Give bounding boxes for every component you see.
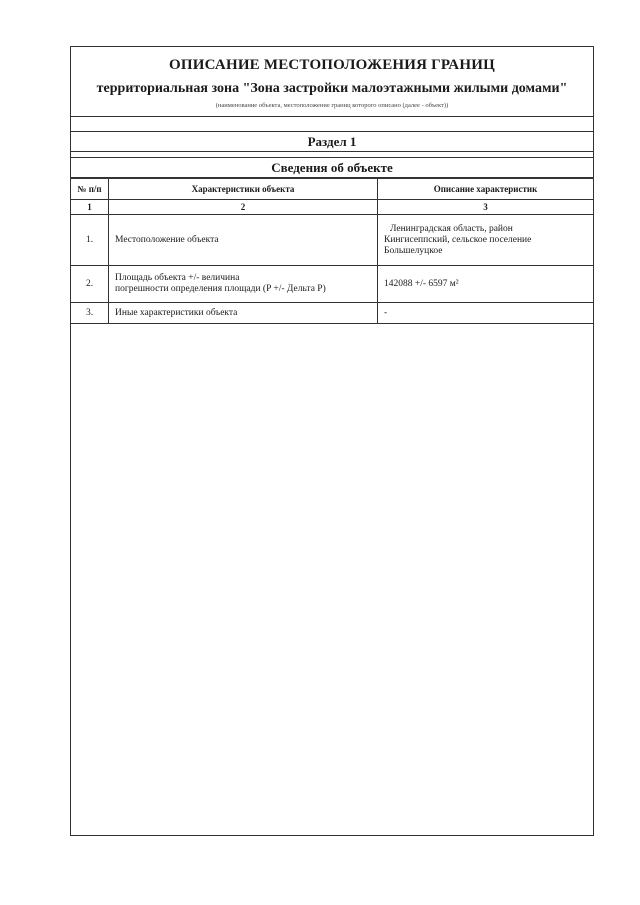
object-name: территориальная зона "Зона застройки малоэтажными жилыми домами" (96, 81, 568, 96)
row-number: 2. (71, 266, 109, 303)
column-number: 1 (71, 200, 109, 215)
row-description (378, 215, 594, 266)
description-line: Кингисеппский, сельское поселение (384, 234, 532, 245)
row-description: 142088 +/- 6597 м² (378, 266, 594, 303)
characteristics-table (71, 178, 593, 324)
column-header-num: № п/п (71, 179, 109, 200)
document-header (71, 47, 593, 117)
row-number: 1. (71, 215, 109, 266)
row-characteristic: Местоположение объекта (109, 215, 378, 266)
table-header-row (71, 179, 593, 200)
column-header-characteristic: Характеристики объекта (109, 179, 378, 200)
table-row (71, 303, 593, 324)
section-subtitle: Сведения об объекте (71, 158, 593, 178)
characteristic-line: Площадь объекта +/- величина (115, 273, 240, 283)
row-characteristic: Иные характеристики объекта (109, 303, 378, 324)
column-number-row (71, 200, 593, 215)
document-frame (70, 46, 594, 836)
row-number: 3. (71, 303, 109, 324)
characteristic-line: погрешности определения площади (P +/- Дельта P) (115, 284, 326, 294)
spacer-row (71, 117, 593, 132)
document-title: ОПИСАНИЕ МЕСТОПОЛОЖЕНИЯ ГРАНИЦ (169, 57, 495, 73)
row-description: - (378, 303, 594, 324)
object-caption: (наименование объекта, местоположение границ которого описано (далее - объект)) (215, 102, 449, 109)
description-line: Большелуцкое (384, 245, 443, 256)
row-characteristic (109, 266, 378, 303)
table-row (71, 266, 593, 303)
description-line: Ленинградская область, район (390, 223, 513, 234)
section-title: Раздел 1 (71, 132, 593, 152)
column-number: 2 (109, 200, 378, 215)
table-row (71, 215, 593, 266)
column-number: 3 (378, 200, 594, 215)
column-header-description: Описание характеристик (378, 179, 594, 200)
